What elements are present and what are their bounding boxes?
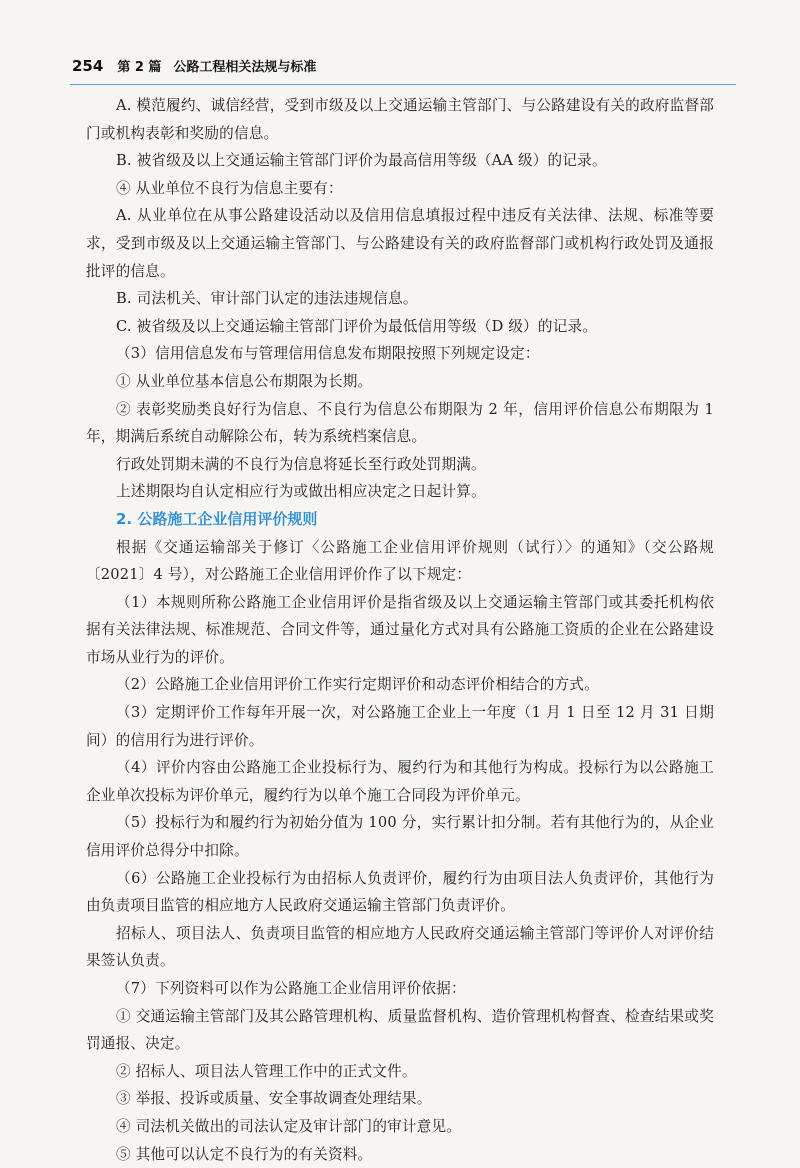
paragraph: ① 从业单位基本信息公布期限为长期。 — [116, 372, 373, 390]
paragraph: （4）评价内容由公路施工企业投标行为、履约行为和其他行为构成。投标行为以公路施工企业单次投标为评价单元，履约行为以单个施工合同段为评价单元。 — [86, 759, 714, 804]
paragraph: 上述期限均自认定相应行为或做出相应决定之日起计算。 — [116, 483, 486, 501]
paragraph: ③ 举报、投诉或质量、安全事故调查处理结果。 — [116, 1090, 432, 1108]
paragraph: 行政处罚期未满的不良行为信息将延长至行政处罚期满。 — [116, 455, 486, 473]
paragraph: ⑤ 其他可以认定不良行为的有关资料。 — [116, 1145, 373, 1163]
paragraph: （1）本规则所称公路施工企业信用评价是指省级及以上交通运输主管部门或其委托机构依据有关法律法规、标准规范、合同文件等，通过量化方式对具有公路施工资质的企业在公路建设市场从业行为的评价。 — [86, 593, 714, 666]
paragraph: C. 被省级及以上交通运输主管部门评价为最低信用等级（D 级）的记录。 — [116, 317, 598, 335]
paragraph: （7）下列资料可以作为公路施工企业信用评价依据： — [116, 980, 466, 997]
header-divider — [70, 84, 736, 85]
paragraph: A. 模范履约、诚信经营，受到市级及以上交通运输主管部门、与公路建设有关的政府监督部门或机构表彰和奖励的信息。 — [86, 97, 714, 142]
paragraph: ② 招标人、项目法人管理工作中的正式文件。 — [116, 1062, 417, 1080]
section-title: 2. 公路施工企业信用评价规则 — [116, 509, 318, 528]
paragraph: ② 表彰奖励类良好行为信息、不良行为信息公布期限为 2 年，信用评价信息公布期限为 1 年，期满后系统自动解除公布，转为系统档案信息。 — [86, 400, 714, 446]
paragraph: B. 司法机关、审计部门认定的违法违规信息。 — [116, 290, 418, 308]
page-body — [86, 92, 714, 1168]
paragraph: B. 被省级及以上交通运输主管部门评价为最高信用等级（AA 级）的记录。 — [116, 152, 607, 170]
paragraph: 根据《交通运输部关于修订〈公路施工企业信用评价规则（试行）〉的通知》（交公路规〔2021〕4 号），对公路施工企业信用评价作了以下规定： — [86, 538, 714, 584]
paragraph: （2）公路施工企业信用评价工作实行定期评价和动态评价相结合的方式。 — [116, 676, 599, 694]
paragraph: ④ 司法机关做出的司法认定及审计部门的审计意见。 — [116, 1117, 462, 1135]
page-header — [72, 56, 732, 86]
paragraph: （3）信用信息发布与管理信用信息发布期限按照下列规定设定： — [116, 345, 540, 363]
paragraph: ④ 从业单位不良行为信息主要有： — [116, 179, 343, 197]
part-label: 第 2 篇 — [117, 60, 162, 75]
paragraph: ① 交通运输主管部门及其公路管理机构、质量监督机构、造价管理机构督查、检查结果或奖罚通报、决定。 — [86, 1007, 714, 1053]
paragraph: （6）公路施工企业投标行为由招标人负责评价，履约行为由项目法人负责评价，其他行为由负责项目监管的相应地方人民政府交通运输主管部门负责评价。 — [86, 869, 714, 915]
chapter-title: 公路工程相关法规与标准 — [173, 60, 317, 75]
paragraph: 招标人、项目法人、负责项目监管的相应地方人民政府交通运输主管部门等评价人对评价结果签认负责。 — [86, 924, 714, 970]
paragraph: （5）投标行为和履约行为初始分值为 100 分，实行累计扣分制。若有其他行为的，从企业信用评价总得分中扣除。 — [86, 814, 714, 860]
paragraph: （3）定期评价工作每年开展一次，对公路施工企业上一年度（1 月 1 日至 12 月 31 日期间）的信用行为进行评价。 — [86, 704, 714, 749]
page-number: 254 — [72, 57, 104, 75]
paragraph: A. 从业单位在从事公路建设活动以及信用信息填报过程中违反有关法律、法规、标准等要求，受到市级及以上交通运输主管部门、与公路建设有关的政府监督部门或机构行政处罚及通报批评的信息。 — [86, 207, 714, 280]
